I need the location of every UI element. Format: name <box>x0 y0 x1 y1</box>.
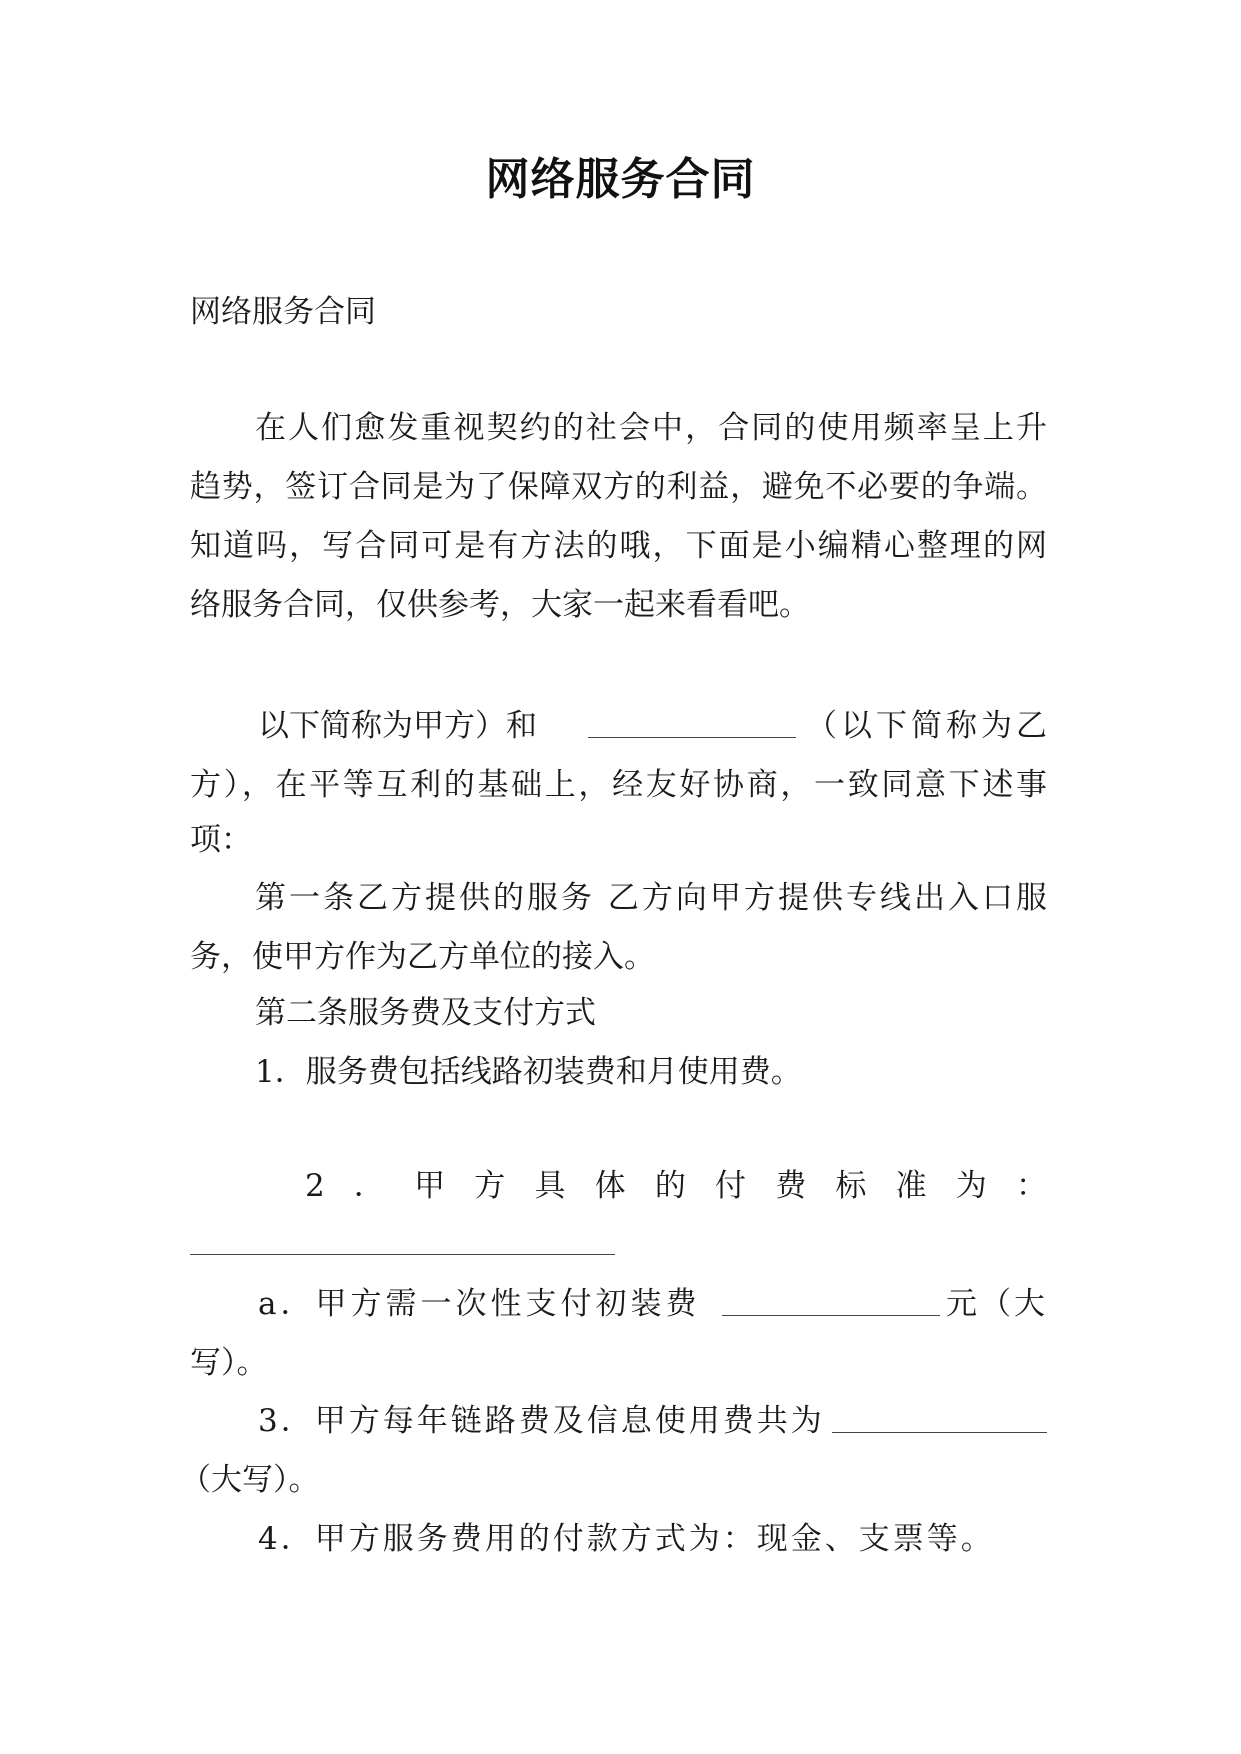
article-2-item-a-part-3: 写）。 <box>190 1345 268 1381</box>
document-subtitle: 网络服务合同 <box>190 294 376 330</box>
parties-line-2: 方），在平等互利的基础上，经友好协商，一致同意下述事 <box>190 767 1047 803</box>
article-2-item-3-part-2: （大写）。 <box>180 1462 320 1498</box>
article-2-item-1: 1．服务费包括线路初装费和月使用费。 <box>255 1054 802 1090</box>
article-2-item-4: 4．甲方服务费用的付款方式为：现金、支票等。 <box>258 1521 995 1557</box>
parties-line-1-a: 以下简称为甲方）和 <box>258 708 537 744</box>
parties-line-3: 项： <box>190 822 252 858</box>
article-2-heading: 第二条服务费及支付方式 <box>255 995 596 1031</box>
annual-fee-blank <box>832 1431 1047 1433</box>
parties-line-1-b: （以下简称为乙 <box>806 708 1051 744</box>
intro-line-1: 在人们愈发重视契约的社会中，合同的使用频率呈上升 <box>255 410 1047 446</box>
party-b-name-blank <box>588 736 796 738</box>
intro-line-4: 络服务合同，仅供参考，大家一起来看看吧。 <box>190 587 810 623</box>
article-2-item-a-part-1: a．甲方需一次性支付初装费 <box>258 1286 701 1322</box>
intro-line-3: 知道吗，写合同可是有方法的哦，下面是小编精心整理的网 <box>190 528 1047 564</box>
article-1-line-1: 第一条乙方提供的服务 乙方向甲方提供专线出入口服 <box>255 880 1047 916</box>
document-title: 网络服务合同 <box>485 154 756 205</box>
intro-line-2: 趋势，签订合同是为了保障双方的利益，避免不必要的争端。 <box>190 469 1047 505</box>
article-2-item-2: 2．甲方具体的付费标准为： <box>305 1168 1047 1204</box>
article-2-item-a-part-2: 元（大 <box>946 1286 1048 1322</box>
installation-fee-blank <box>722 1314 940 1316</box>
article-1-line-2: 务，使甲方作为乙方单位的接入。 <box>190 939 655 975</box>
article-2-item-3-part-1: 3．甲方每年链路费及信息使用费共为 <box>258 1403 825 1439</box>
payment-standard-blank <box>190 1253 615 1255</box>
